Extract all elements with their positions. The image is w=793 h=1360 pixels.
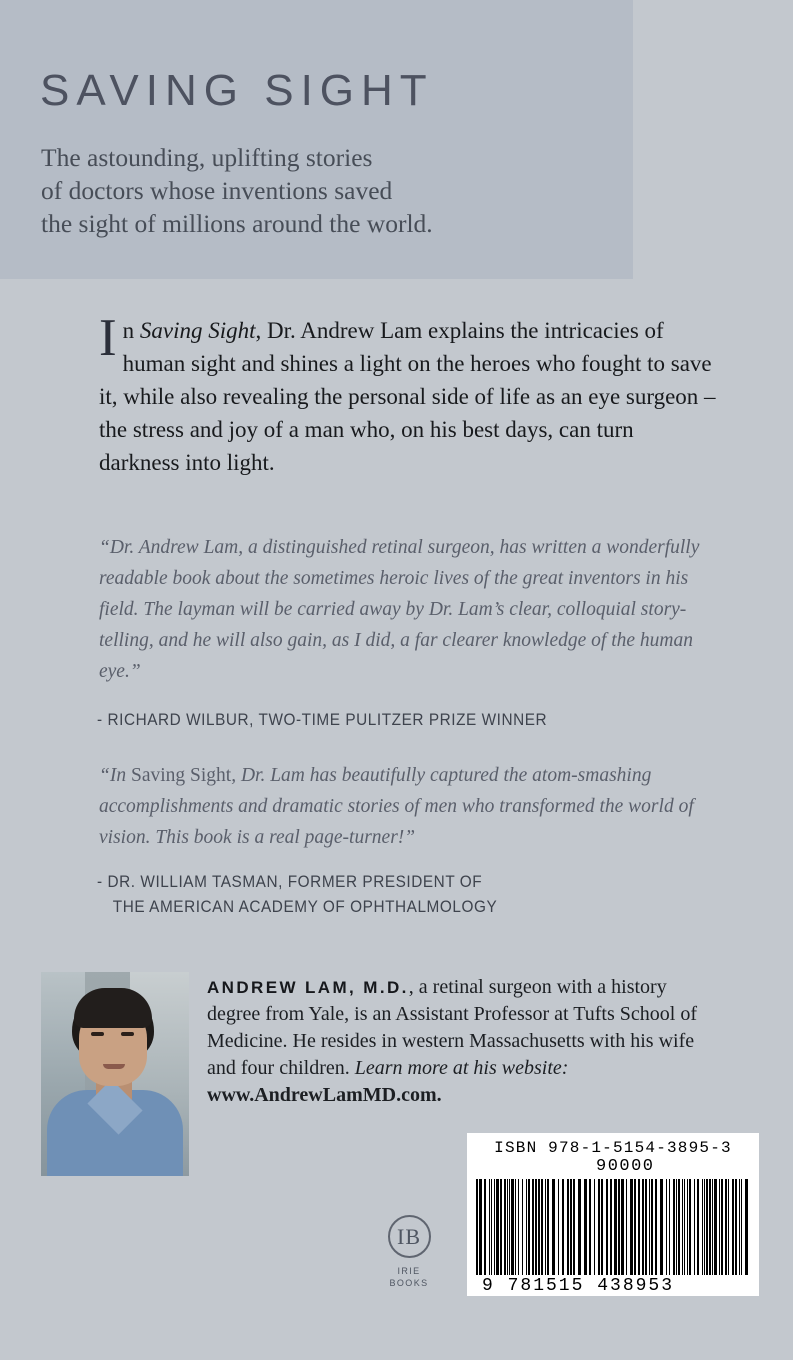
book-title-italic: Saving Sight [139,318,256,343]
publisher-name-line2: BOOKS [389,1278,429,1288]
praise-attribution-2 [97,870,674,920]
barcode-bar [745,1179,748,1275]
attribution-line-2: THE AMERICAN ACADEMY OF OPHTHALMOLOGY [112,898,498,916]
photo-hair-top [74,988,152,1028]
praise-quote-1: “Dr. Andrew Lam, a distinguished retinal surgeon, has written a wonderfully readable book about the sometimes heroic lives of the great inventors in his field. The layman will be carried away by Dr. Lam’s clear, colloquial story-telling, and he will also gain, as I did, a far clearer knowledge of the human eye.” [99,537,700,682]
photo-mouth [103,1064,125,1069]
praise-attribution-1 [97,708,674,733]
praise-quote-2: “In Saving Sight, Dr. Lam has beautifully captured the atom-smashing accomplishments and dramatic stories of men who transformed the world of vision. This book is a real page-turner!” [99,765,694,848]
isbn-text: ISBN 978-1-5154-3895-3 [494,1139,732,1157]
attribution-line-1: - DR. WILLIAM TASMAN, FORMER PRESIDENT OF [97,873,483,891]
author-photo [41,972,189,1176]
photo-eye-right [121,1032,134,1036]
ean13-digits: 9 781515 438953 [482,1276,675,1296]
book-title-roman: Saving Sight [130,765,232,786]
subtitle [41,141,601,240]
drop-cap: I [99,309,117,367]
author-learn-more: Learn more at his website: [354,1057,569,1079]
subtitle-line-3: the sight of millions around the world. [41,209,433,238]
page-title: SAVING SIGHT [40,66,434,115]
barcode-block [467,1133,759,1296]
publisher-name-line1: IRIE [397,1266,421,1276]
ean5-price-code: 90000 [596,1157,655,1176]
publisher-logo [381,1215,437,1289]
subtitle-line-2: of doctors whose inventions saved [41,176,393,205]
author-bio-text: , a retinal surgeon with a history degree from Yale, is an Assistant Professor at Tufts School of Medicine. He resides in western Massachusetts with his wife and four children. [207,976,697,1079]
publisher-mark-icon: IB [388,1215,431,1258]
publisher-name [381,1265,437,1289]
author-bio [207,974,707,1109]
blurb-paragraph: In Saving Sight, Dr. Andrew Lam explains the intricacies of human sight and shines a light on the heroes who fought to save it, while also revealing the personal side of life as an eye surgeon – the stress and joy of a man who, on his best days, can turn darkness into light. [99,309,716,475]
attribution-line-1: - RICHARD WILBUR, TWO-TIME PULITZER PRIZE WINNER [97,711,548,729]
author-website[interactable]: www.AndrewLamMD.com. [207,1084,442,1106]
photo-eye-left [91,1032,104,1036]
subtitle-line-1: The astounding, uplifting stories [41,143,373,172]
barcode-bars [476,1179,750,1275]
author-name: ANDREW LAM, M.D. [207,978,409,997]
